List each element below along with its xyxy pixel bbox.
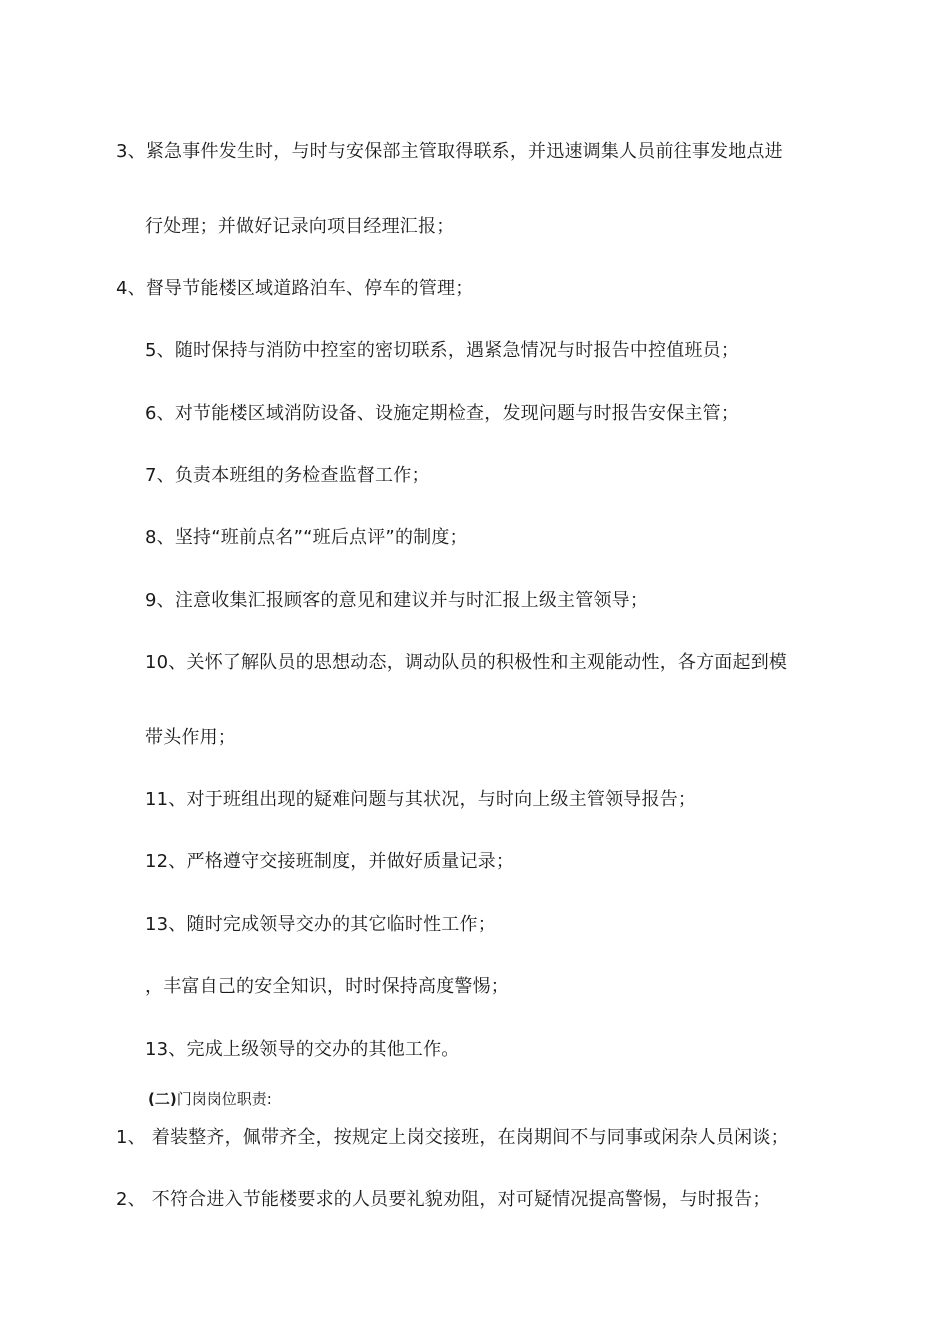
duty-item-6: 6、对节能楼区域消防设备、设施定期检查，发现问题与时报告安保主管；	[145, 403, 740, 424]
duty-item-8: 8、坚持“班前点名”“班后点评”的制度；	[145, 527, 468, 548]
duty-item-13a: 13、随时完成领导交办的其它临时性工作；	[145, 914, 496, 935]
duty-item-3-line-1: 3、紧急事件发生时，与时与安保部主管取得联系，并迅速调集人员前往事发地点进	[116, 141, 783, 162]
gate-duty-item-2: 2、 不符合进入节能楼要求的人员要礼貌劝阻，对可疑情况提高警惕，与时报告；	[116, 1189, 771, 1210]
duty-item-11: 11、对于班组出现的疑难问题与其状况，与时向上级主管领导报告；	[145, 789, 697, 810]
gate-duty-item-1: 1、 着装整齐，佩带齐全，按规定上岗交接班，在岗期间不与同事或闲杂人员闲谈；	[116, 1127, 789, 1148]
section-heading-number: (二)	[148, 1090, 177, 1108]
duty-item-12: 12、严格遵守交接班制度，并做好质量记录；	[145, 851, 515, 872]
duty-item-4: 4、督导节能楼区域道路泊车、停车的管理；	[116, 278, 474, 299]
duty-item-10-line-1: 10、关怀了解队员的思想动态，调动队员的积极性和主观能动性，各方面起到模	[145, 652, 788, 673]
section-heading-title: 门岗岗位职责:	[176, 1090, 272, 1108]
duty-item-5: 5、随时保持与消防中控室的密切联系，遇紧急情况与时报告中控值班员；	[145, 340, 740, 361]
duty-item-fragment: ，丰富自己的安全知识，时时保持高度警惕；	[145, 976, 509, 997]
duty-item-3-line-2: 行处理；并做好记录向项目经理汇报；	[145, 216, 455, 237]
duty-item-9: 9、注意收集汇报顾客的意见和建议并与时汇报上级主管领导；	[145, 590, 649, 611]
duty-item-13b: 13、完成上级领导的交办的其他工作。	[145, 1039, 460, 1060]
section-heading	[148, 1089, 272, 1109]
duty-item-10-line-2: 带头作用；	[145, 727, 236, 748]
duty-item-7: 7、负责本班组的务检查监督工作；	[145, 465, 430, 486]
